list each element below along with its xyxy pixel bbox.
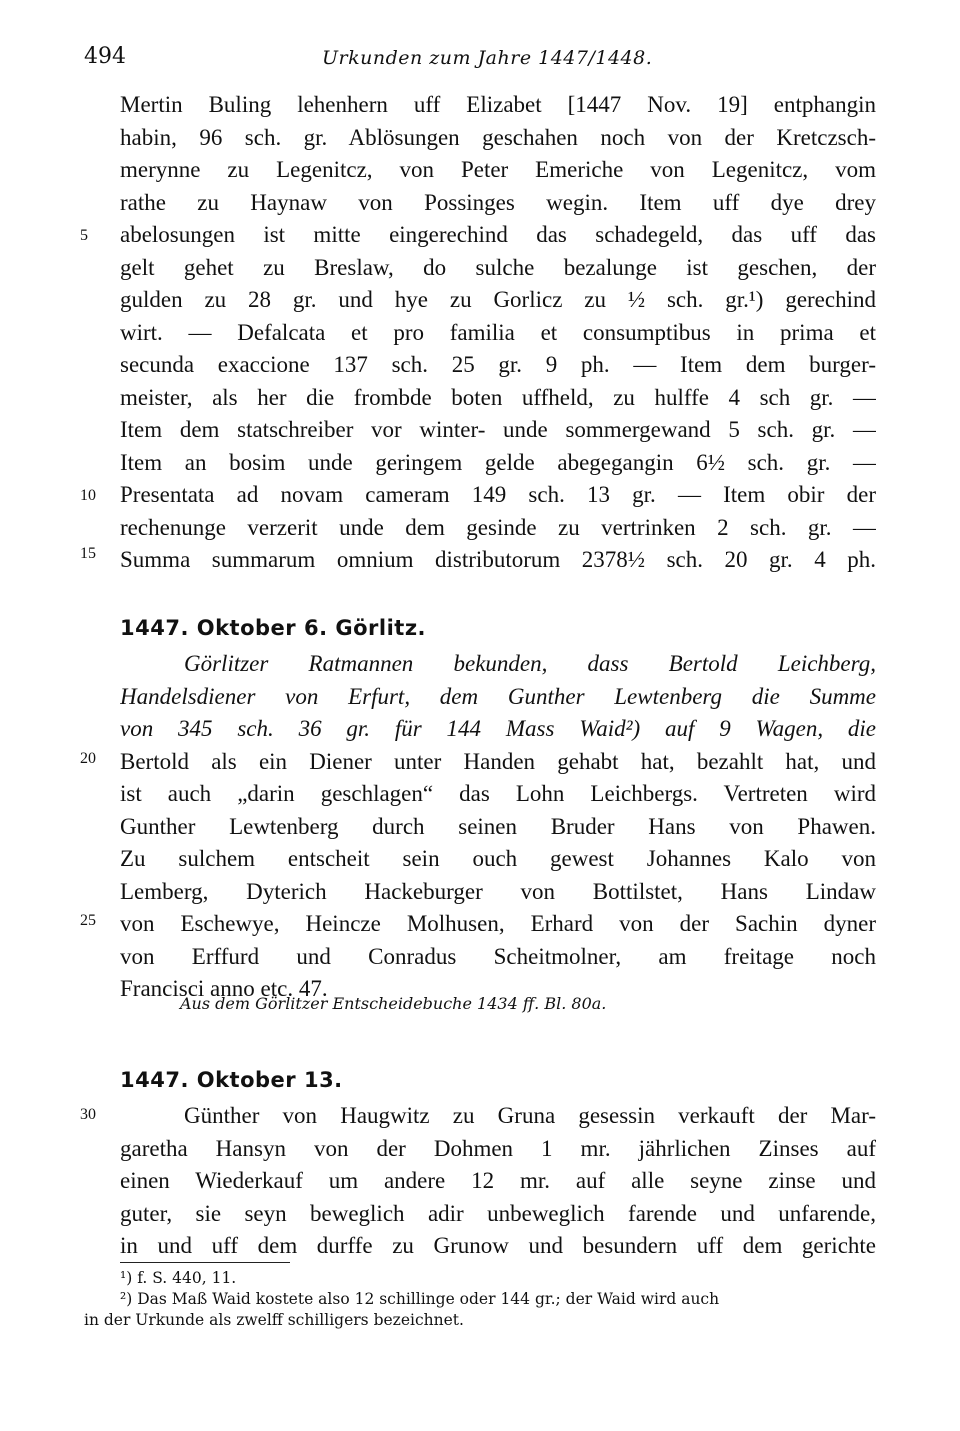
document-heading: 1447. Oktober 13. [120,1068,343,1092]
text-line: meister, als her die frombde boten uffheld, zu hulffe 4 sch gr. — [120,384,876,410]
text-line: in und uff dem durffe zu Grunow und besundern uff dem gerichte [120,1233,876,1258]
page-header [0,44,960,74]
text-line: Francisci anno etc. 47. [120,976,328,1001]
section-3-text [120,1100,876,1263]
text-line: von Erffurd und Conradus Scheitmolner, am freitage noch [120,943,876,969]
text-line: Item dem statschreiber vor winter- unde sommergewand 5 sch. gr. — [120,417,876,442]
text-line: Günther von Haugwitz zu Gruna gesessin verkauft der Mar- [184,1103,876,1128]
text-line: von 345 sch. 36 gr. für 144 Mass Waid²) auf 9 Wagen, die [120,716,876,741]
text-line: Zu sulchem entscheit sein ouch gewest Johannes Kalo von [120,846,876,871]
line-number: 15 [80,545,96,562]
footnote-2-continued: in der Urkunde als zwelff schilligers bezeichnet. [84,1311,464,1329]
line-number: 25 [80,912,96,929]
text-line: einen Wiederkauf um andere 12 mr. auf alle seyne zinse und [120,1168,876,1193]
text-line: secunda exaccione 137 sch. 25 gr. 9 ph. — Item dem burger- [120,352,876,377]
document-heading: 1447. Oktober 6. Görlitz. [120,616,427,640]
text-line: Gunther Lewtenberg durch seinen Bruder Hans von Phawen. [120,813,876,839]
text-line: gelt gehet zu Breslaw, do sulche bezalunge ist geschen, der [120,254,876,280]
text-line: rechenunge verzerit unde dem gesinde zu vertrinken 2 sch. gr. — [120,514,876,540]
text-line: ist auch „darin geschlagen“ das Lohn Leichbergs. Vertreten wird [120,781,876,806]
section-2-text [120,648,876,1006]
text-line: Summa summarum omnium distributorum 2378½ sch. 20 gr. 4 ph. [120,547,876,572]
line-number: 10 [80,487,96,504]
text-line: abelosungen ist mitte eingerechind das schadegeld, das uff das [120,222,876,247]
text-line: garetha Hansyn von der Dohmen 1 mr. jährlichen Zinses auf [120,1135,876,1161]
footnote-2: ²) Das Maß Waid kostete also 12 schillinge oder 144 gr.; der Waid wird auch [120,1290,720,1308]
text-line: von Eschewye, Heincze Molhusen, Erhard von der Sachin dyner [120,911,876,936]
text-line: merynne zu Legenitcz, von Peter Emeriche von Legenitcz, vom [120,157,876,182]
source-note: Aus dem Görlitzer Entscheidebuche 1434 ff. Bl. 80a. [180,994,607,1013]
text-line: Görlitzer Ratmannen bekunden, dass Bertold Leichberg, [184,651,876,676]
text-line: Bertold als ein Diener unter Handen gehabt hat, bezahlt hat, und [120,748,876,774]
text-line: Item an bosim unde geringem gelde abegegangin 6½ sch. gr. — [120,449,876,475]
text-line: rathe zu Haynaw von Possinges wegin. Item uff dye drey [120,189,876,215]
running-head: Urkunden zum Jahre 1447/1448. [322,47,653,69]
text-line: Mertin Buling lehenhern uff Elizabet [1447 Nov. 19] entphangin [120,92,876,117]
section-1-text [120,89,876,577]
text-line: Presentata ad novam cameram 149 sch. 13 gr. — Item obir der [120,482,876,507]
text-line: gulden zu 28 gr. und hye zu Gorlicz zu ½ sch. gr.¹) gerechind [120,287,876,312]
text-line: Handelsdiener von Erfurt, dem Gunther Lewtenberg die Summe [120,683,876,709]
footnote-1: ¹) f. S. 440, 11. [120,1269,237,1287]
text-line: wirt. — Defalcata et pro familia et consumptibus in prima et [120,319,876,345]
text-line: Lemberg, Dyterich Hackeburger von Bottilstet, Hans Lindaw [120,878,876,904]
line-number: 20 [80,750,96,767]
text-line: habin, 96 sch. gr. Ablösungen geschahen noch von der Kretczsch- [120,124,876,150]
line-number: 5 [80,227,88,244]
text-line: guter, sie seyn beweglich adir unbeweglich farende und unfarende, [120,1200,876,1226]
line-number: 30 [80,1106,96,1123]
page-number: 494 [84,44,126,69]
footnotes [84,1268,884,1331]
footnote-rule [120,1262,290,1263]
